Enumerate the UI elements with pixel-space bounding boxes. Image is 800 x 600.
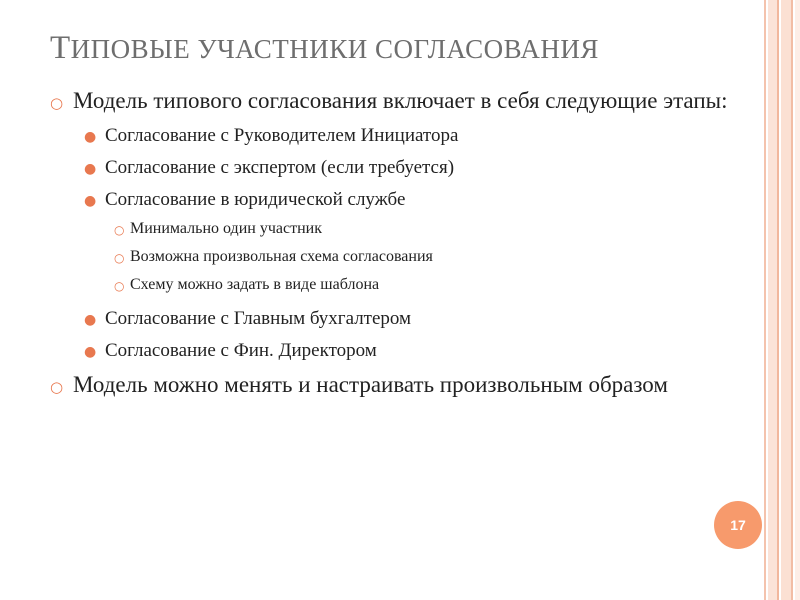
subsub-bullet-item: [50, 275, 730, 295]
sub-bullet-item: [50, 156, 730, 179]
title-rest: ИПОВЫЕ УЧАСТНИКИ СОГЛАСОВАНИЯ: [70, 34, 599, 64]
sub-bullet-item: [50, 188, 730, 211]
stripe: [791, 0, 793, 600]
hollow-circle-icon: ○: [114, 279, 125, 293]
hollow-circle-icon: ○: [114, 251, 125, 265]
stripe: [795, 0, 800, 600]
stripe: [781, 0, 791, 600]
filled-dot-icon: ●: [84, 312, 97, 328]
stripe: [764, 0, 766, 600]
subsub-bullet-item: [50, 219, 730, 239]
bullet-text: Модель типового согласования включает в себя следующие этапы:: [73, 88, 728, 113]
sub-bullet-text: Согласование с Фин. Директором: [105, 340, 377, 361]
subsub-bullet-item: [50, 247, 730, 267]
filled-dot-icon: ●: [84, 344, 97, 360]
bullet-item: [50, 370, 730, 399]
hollow-circle-icon: ○: [114, 223, 125, 237]
sub-bullet-item: [50, 307, 730, 330]
sub-bullet-text: Согласование с экспертом (если требуется): [105, 157, 455, 178]
subsub-bullet-text: Схему можно задать в виде шаблона: [130, 276, 380, 293]
bullet-text: Модель можно менять и настраивать произвольным образом: [73, 372, 668, 397]
filled-dot-icon: ●: [84, 193, 97, 209]
hollow-circle-icon: ○: [50, 94, 64, 112]
stripe: [777, 0, 779, 600]
sub-bullet-item: [50, 124, 730, 147]
page-number-badge: 17: [714, 501, 762, 549]
filled-dot-icon: ●: [84, 161, 97, 177]
title-initial: Т: [50, 30, 71, 66]
sub-bullet-text: Согласование с Главным бухгалтером: [105, 308, 412, 329]
sub-bullet-text: Согласование с Руководителем Инициатора: [105, 125, 459, 146]
sub-bullet-text: Согласование в юридической службе: [105, 189, 406, 210]
bullet-item: [50, 86, 730, 115]
stripe: [768, 0, 777, 600]
decorative-stripes: [764, 0, 800, 600]
filled-dot-icon: ●: [84, 129, 97, 145]
hollow-circle-icon: ○: [50, 378, 64, 396]
subsub-bullet-text: Возможна произвольная схема согласования: [130, 248, 433, 265]
sub-bullet-item: [50, 339, 730, 362]
slide-title: [50, 30, 740, 67]
slide-content: [50, 86, 730, 399]
subsub-bullet-text: Минимально один участник: [130, 220, 322, 237]
